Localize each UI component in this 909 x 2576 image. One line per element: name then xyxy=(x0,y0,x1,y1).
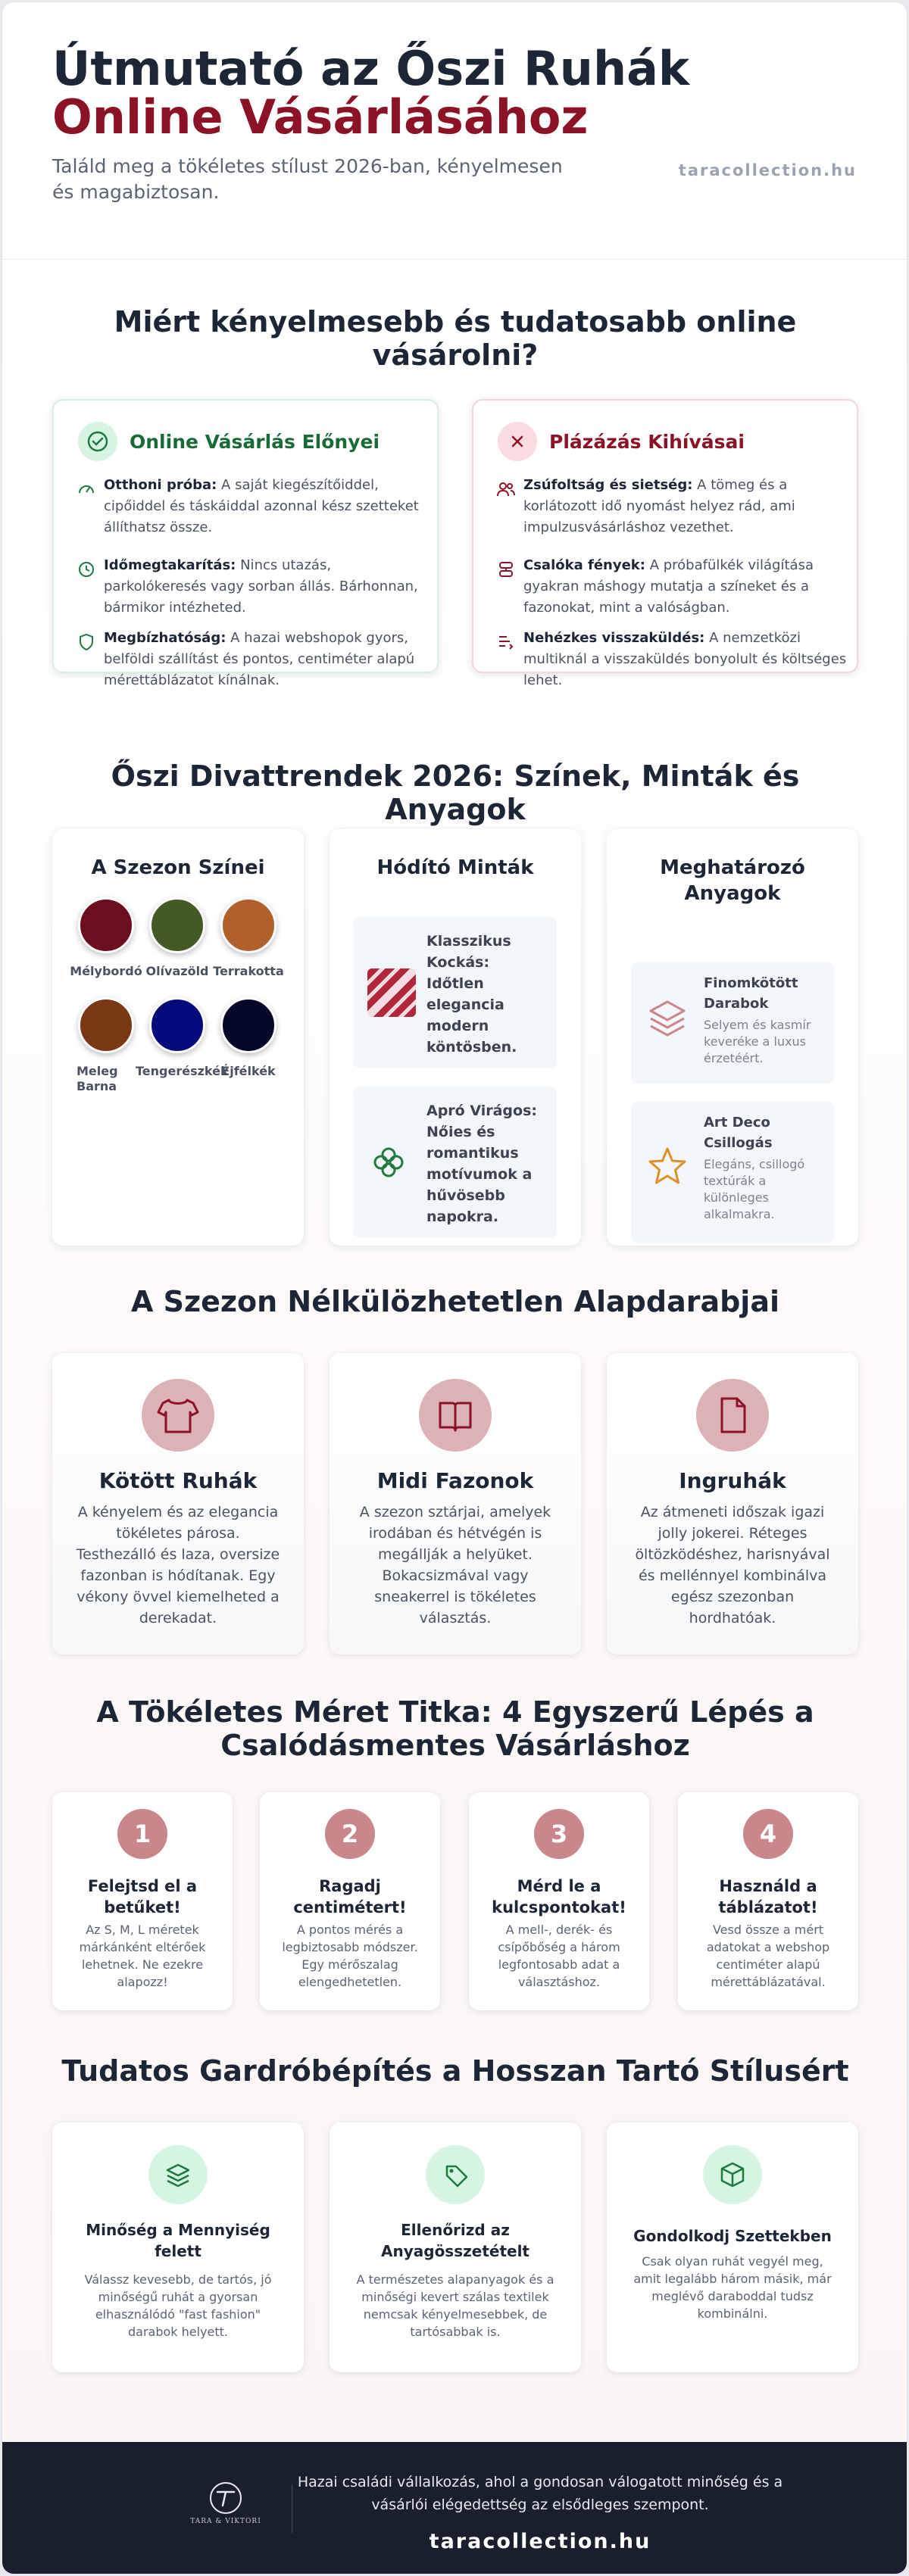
book-open-icon xyxy=(419,1379,492,1452)
page-title xyxy=(52,41,690,145)
why-heading: Miért kényelmesebb és tudatosabb online vásárolni? xyxy=(114,305,797,372)
wardrobe-card xyxy=(330,2122,581,2372)
wardrobe-card xyxy=(52,2122,304,2372)
cons-item: Csalóka fények: A próbafülkék világítása gyakran máshogy mutatja a színeket és a fazonokat, mint a valóságban. xyxy=(523,557,814,616)
essential-desc: A szezon sztárjai, amelyek irodában és hétvégén is megállják a helyüket. Bokacsizmával vagy sneakerrel is tökéletes választás. xyxy=(359,1504,551,1626)
size-heading: A Tökéletes Méret Titka: 4 Egyszerű Lépés a Csalódásmentes Vásárláshoz xyxy=(96,1695,814,1762)
step-desc: A pontos mérés a legbiztosabb módszer. Egy mérőszalag elengedhetetlen. xyxy=(282,1923,418,1989)
layers-icon xyxy=(646,996,689,1038)
patterns-title: Hódító Minták xyxy=(376,856,534,879)
document-icon xyxy=(696,1379,769,1452)
color-swatch xyxy=(78,897,134,953)
cons-card xyxy=(472,399,858,688)
patterns-card xyxy=(330,829,581,1246)
step-card xyxy=(678,1792,858,2010)
plaid-pattern-icon xyxy=(367,968,416,1017)
pattern-tile xyxy=(354,917,557,1068)
essential-title: Kötött Ruhák xyxy=(98,1468,258,1493)
pros-item: Időmegtakarítás: Nincs utazás, parkolókeresés vagy sorban állás. Bárhonnan, bármikor intézheted. xyxy=(104,557,418,616)
infographic-page xyxy=(2,2,907,2574)
wardrobe-desc: Válassz kevesebb, de tartós, jó minőségű ruhát a gyorsan elhasználódó "fast fashion" darabok helyett. xyxy=(84,2272,272,2339)
wardrobe-desc: Csak olyan ruhát vegyél meg, amit legalább három másik, már meglévő daraboddal tudsz kombinálni. xyxy=(633,2254,832,2321)
material-desc: Elegáns, csillogó textúrák a különleges alkalmakra. xyxy=(704,1157,805,1221)
header xyxy=(2,2,907,260)
brand-logo-text: TARA & VIKTORI xyxy=(190,2518,261,2525)
colors-card xyxy=(52,829,304,1246)
color-swatch xyxy=(78,997,134,1053)
essential-title: Ingruhák xyxy=(679,1468,786,1493)
title-line-1: Útmutató az Őszi Ruhák xyxy=(52,41,690,96)
step-title: Felejtsd el a betűket! xyxy=(87,1877,198,1916)
color-swatch xyxy=(149,897,205,953)
colors-title: A Szezon Színei xyxy=(91,856,265,879)
material-title: Art Deco Csillogás xyxy=(704,1115,773,1151)
footer xyxy=(2,2442,907,2574)
cons-item: Nehézkes visszaküldés: A nemzetközi multiknál a visszaküldés bonyolult és költséges lehet. xyxy=(523,630,847,688)
essential-card xyxy=(607,1353,858,1654)
step-number: 4 xyxy=(743,1809,793,1859)
material-tile xyxy=(631,1102,834,1243)
footer-text: Hazai családi vállalkozás, ahol a gondosan válogatott minőség és a vásárlói elégedettség az elsődleges szempont. xyxy=(297,2474,783,2513)
essential-title: Midi Fazonok xyxy=(376,1468,534,1493)
color-swatch xyxy=(220,997,276,1053)
step-desc: A mell-, derék- és csípőbőség a három legfontosabb adat a választáshoz. xyxy=(498,1923,620,1989)
cons-title: Plázázás Kihívásai xyxy=(549,431,745,453)
pros-title: Online Vásárlás Előnyei xyxy=(130,431,380,453)
color-label: Terrakotta xyxy=(213,964,284,978)
step-desc: Vesd össze a mért adatokat a webshop centiméter alapú mérettáblázatával. xyxy=(706,1923,830,1989)
box-icon xyxy=(703,2145,762,2204)
check-circle-icon xyxy=(78,422,117,461)
footer-site-link[interactable]: taracollection.hu xyxy=(429,2530,651,2553)
pattern-text: Klasszikus Kockás: Időtlen elegancia modern köntösben. xyxy=(426,933,517,1056)
x-circle-icon xyxy=(498,422,537,461)
brand-logo xyxy=(192,2480,260,2534)
star-icon xyxy=(646,1146,689,1188)
step-desc: Az S, M, L méretek márkánként eltérőek lehetnek. Ne ezekre alapozz! xyxy=(79,1923,206,1989)
essential-desc: A kényelem és az elegancia tökéletes párosa. Testhezálló és laza, oversize fazonban is hódítanak. Egy vékony övvel kiemelheted a derekadat. xyxy=(76,1504,280,1626)
pros-item: Megbízhatóság: A hazai webshopok gyors, belföldi szállítást és pontos, centiméter alapú mérettáblázatot kínálnak. xyxy=(104,630,415,688)
title-line-2: Online Vásárlásához xyxy=(52,89,589,145)
step-number: 3 xyxy=(534,1809,584,1859)
layers-stack-icon xyxy=(148,2145,208,2204)
wardrobe-desc: A természetes alapanyagok és a minőségi kevert szálas textilek nemcsak kényelmesebbek, de tartósabbak is. xyxy=(356,2272,554,2339)
wardrobe-card xyxy=(607,2122,858,2372)
step-card xyxy=(52,1792,233,2010)
users-icon xyxy=(496,479,516,499)
pattern-text: Apró Virágos: Nőies és romantikus motívumok a hűvösebb napokra. xyxy=(426,1102,537,1225)
clock-icon xyxy=(77,560,96,579)
material-title: Finomkötött Darabok xyxy=(704,975,798,1012)
shield-icon xyxy=(77,632,96,652)
essential-card xyxy=(52,1353,304,1654)
wardrobe-title: Ellenőrizd az Anyagösszetételt xyxy=(381,2221,529,2260)
color-label: Éjfélkék xyxy=(221,1064,276,1078)
pros-card xyxy=(52,399,439,688)
tshirt-icon xyxy=(142,1379,214,1452)
material-desc: Selyem és kasmír keveréke a luxus érzetéért. xyxy=(704,1018,811,1065)
cons-item: Zsúfoltság és sietség: A tömeg és a korlátozott idő nyomást helyez rád, ami impulzusvásárláshoz vezethet. xyxy=(523,477,795,535)
gauge-icon xyxy=(77,479,96,499)
color-label: Tengerészkék xyxy=(136,1064,229,1078)
wardrobe-heading: Tudatos Gardróbépítés a Hosszan Tartó Stílusért xyxy=(61,2054,849,2088)
step-card xyxy=(469,1792,649,2010)
step-title: Használd a táblázatot! xyxy=(718,1877,818,1916)
trends-heading: Őszi Divattrendek 2026: Színek, Minták és Anyagok xyxy=(111,759,800,826)
main-content xyxy=(2,260,907,2442)
color-swatch xyxy=(220,897,276,953)
pros-item: Otthoni próba: A saját kiegészítőiddel, cipőiddel és táskáiddal azonnal kész szetteket állíthatsz össze. xyxy=(104,477,419,535)
wardrobe-title: Gondolkodj Szettekben xyxy=(633,2227,832,2245)
essentials-heading: A Szezon Nélkülözhetetlen Alapdarabjai xyxy=(131,1285,779,1318)
step-number: 1 xyxy=(117,1809,167,1859)
header-site-link[interactable]: taracollection.hu xyxy=(678,161,857,179)
step-title: Mérd le a kulcspontokat! xyxy=(492,1877,626,1916)
step-number: 2 xyxy=(325,1809,375,1859)
materials-card xyxy=(607,829,858,1246)
essential-card xyxy=(330,1353,581,1654)
page-subtitle: Találd meg a tökéletes stílust 2026-ban, kényelmesen és magabiztosan. xyxy=(52,155,563,203)
return-icon xyxy=(496,632,516,652)
color-label: Olívazöld xyxy=(145,964,209,978)
tag-icon xyxy=(426,2145,485,2204)
wardrobe-title: Minőség a Mennyiség felett xyxy=(86,2221,270,2260)
flower-icon xyxy=(370,1144,407,1180)
glasses-icon xyxy=(496,560,516,579)
step-card xyxy=(260,1792,440,2010)
step-title: Ragadj centimétert! xyxy=(293,1877,407,1916)
materials-title: Meghatározó Anyagok xyxy=(660,856,805,905)
color-label: Meleg Barna xyxy=(77,1064,118,1093)
essential-desc: Az átmeneti időszak igazi jolly jokerei. Réteges öltözködéshez, harisnyával és mellénnyel kombinálva egész szezonban hordhatóak. xyxy=(635,1504,830,1626)
color-label: Mélybordó xyxy=(70,964,142,978)
color-swatch xyxy=(149,997,205,1053)
pattern-tile xyxy=(354,1087,557,1238)
material-tile xyxy=(631,962,834,1084)
